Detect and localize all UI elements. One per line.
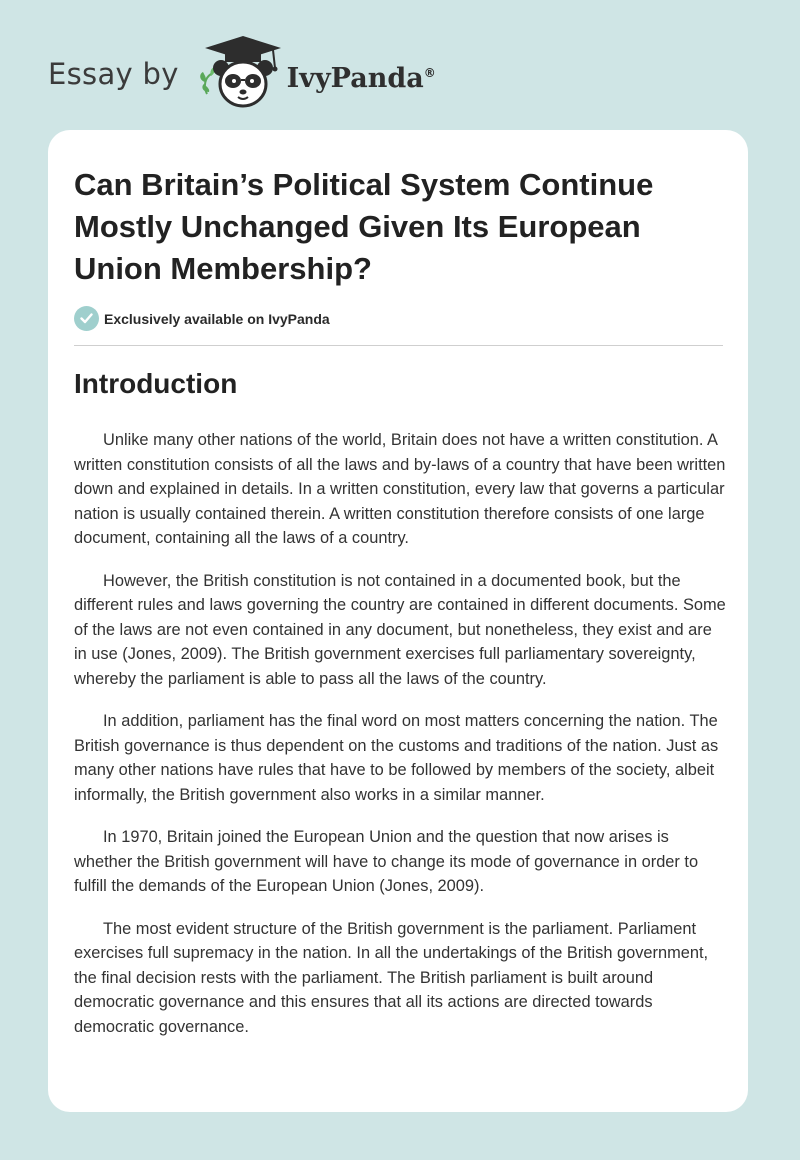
brand-prefix: Essay by	[48, 57, 179, 91]
registered-mark: ®	[423, 65, 436, 80]
paragraph: In addition, parliament has the final word on most matters concerning the nation. The British governance is thus dependent on the customs and traditions of the nation. Just as many other nations have rules that have to be followed by members of the society, albeit informally, the British government also works in a similar manner.	[74, 712, 719, 804]
check-icon	[74, 306, 99, 331]
paragraph: The most evident structure of the British government is the parliament. Parliament exercises full supremacy in the nation. In all the undertakings of the British government, the final decision rests with the parliament. The British parliament is built around democratic governance and this ensures that all its actions are directed towards democratic governance.	[74, 919, 709, 1036]
paragraph: In 1970, Britain joined the European Union and the question that now arises is whether the British government will have to change its mode of governance in order to fulfill the demands of the European Union (Jones, 2009).	[74, 828, 699, 895]
brand-name: IvyPanda®	[286, 62, 436, 94]
paragraph: However, the British constitution is not contained in a documented book, but the different rules and laws governing the country are contained in different documents. Some of the laws are not even contained in any document, but nonetheless, they exist and are in use (Jones, 2009). The British government exercises full parliamentary sovereignty, whereby the parliament is able to pass all the laws of the country.	[74, 571, 726, 688]
brand-header[interactable]	[48, 34, 436, 110]
exclusive-badge	[74, 306, 330, 331]
article-body	[74, 428, 726, 1057]
section-heading: Introduction	[74, 368, 238, 399]
badge-text: Exclusively available on IvyPanda	[104, 310, 330, 327]
essay-card	[48, 130, 748, 1112]
essay-title: Can Britain’s Political System Continue Mostly Unchanged Given Its European Union Membership?	[74, 167, 654, 286]
divider	[74, 345, 723, 346]
panda-graduation-cap-icon	[193, 34, 285, 110]
paragraph: Unlike many other nations of the world, Britain does not have a written constitution. A written constitution consists of all the laws and by-laws of a country that have been written down and explained in details. In a written constitution, every law that governs a particular nation is usually contained therein. A written constitution therefore consists of one large document, containing all the laws of a country.	[74, 431, 726, 547]
